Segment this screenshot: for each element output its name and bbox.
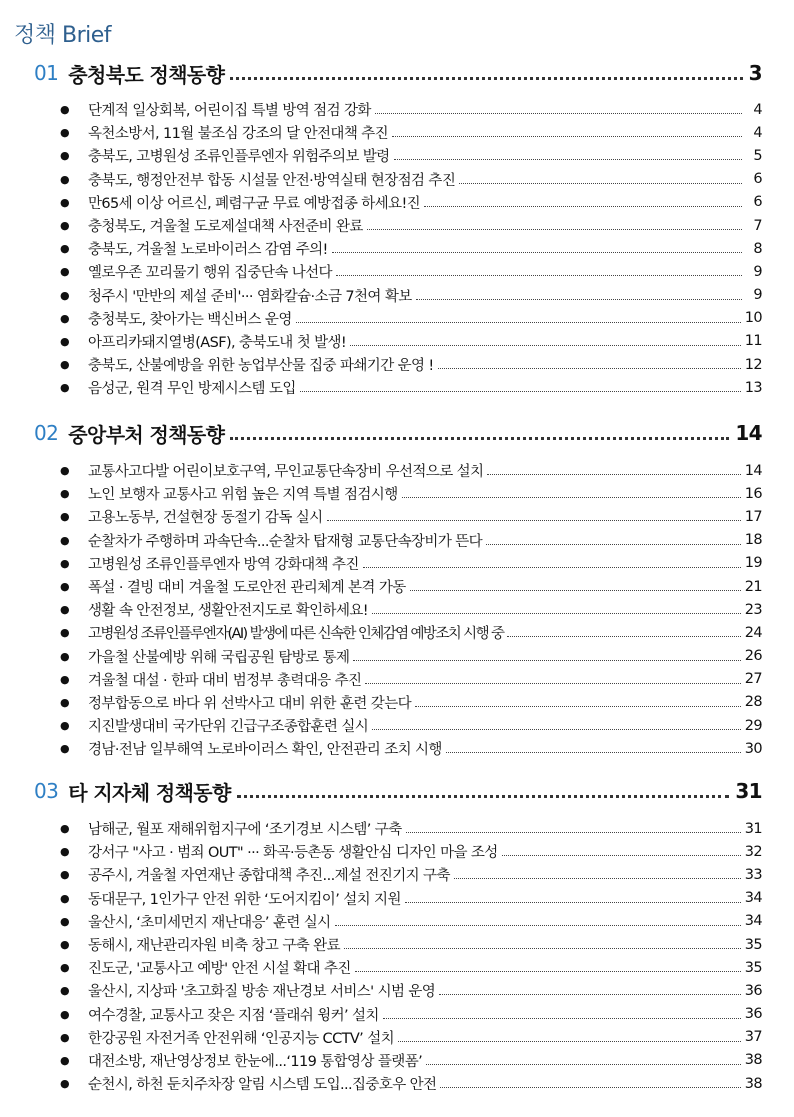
entry-title: 울산시, ‘초미세먼지 재난대응’ 훈련 실시 [88, 914, 331, 931]
entry-title: 고병원성 조류인플루엔자 방역 강화대책 추진 [88, 556, 359, 573]
entry-page-number: 10 [744, 310, 762, 327]
entry-title: 음성군, 원격 무인 방제시스템 도입 [88, 381, 296, 398]
entry-title: 고용노동부, 건설현장 동절기 감독 실시 [88, 510, 323, 527]
entry-page-number: 14 [744, 462, 762, 479]
toc-entry[interactable] [58, 482, 762, 505]
entry-page-number: 6 [753, 194, 762, 211]
toc-entry[interactable] [58, 237, 762, 260]
dot-leader [383, 1018, 741, 1019]
entry-page-number: 4 [753, 124, 762, 141]
bullet-icon: ● [60, 719, 69, 733]
entry-title: 옐로우존 꼬리물기 행위 집중단속 나선다 [88, 265, 332, 282]
dot-leader [486, 544, 741, 545]
bullet-icon: ● [60, 626, 69, 640]
entry-page-number: 6 [753, 171, 762, 188]
bullet-icon: ● [60, 984, 69, 998]
entry-page-number: 9 [753, 287, 762, 304]
entry-title: 교통사고다발 어린이보호구역, 무인교통단속장비 우선적으로 설치 [88, 464, 484, 481]
entry-title: 남해군, 월포 재해위험지구에 ‘조기경보 시스템’ 구축 [88, 822, 402, 839]
section-number: 01 [34, 61, 59, 85]
toc-entry[interactable] [58, 459, 762, 482]
entry-page-number: 36 [744, 1006, 762, 1023]
entry-title: 가을철 산불예방 위해 국립공원 탐방로 통제 [88, 649, 350, 666]
section-item-list [58, 98, 762, 399]
entry-title: 진도군, '교통사고 예방' 안전 시설 확대 추진 [88, 961, 351, 978]
entry-title: 정부합동으로 바다 위 선박사고 대비 위한 훈련 갖는다 [88, 695, 412, 712]
dot-leader [372, 613, 741, 614]
bullet-icon: ● [60, 334, 69, 348]
section-page-number: 31 [735, 779, 762, 803]
bullet-icon: ● [60, 1030, 69, 1044]
toc-entry[interactable] [58, 714, 762, 737]
bullet-icon: ● [60, 172, 69, 186]
entry-title: 강서구 "사고 · 범죄 OUT" ··· 화곡·등촌동 생활안심 디자인 마을 조성 [88, 845, 498, 862]
toc-entry[interactable] [58, 863, 762, 886]
toc-entry[interactable] [58, 737, 762, 760]
toc-entry[interactable] [58, 887, 762, 910]
section-title: 충청북도 정책동향 [68, 62, 225, 87]
entry-page-number: 4 [753, 101, 762, 118]
entry-page-number: 35 [744, 936, 762, 953]
dot-leader [446, 752, 741, 753]
entry-title: 겨울철 대설 · 한파 대비 범정부 총력대응 추진 [88, 672, 362, 689]
entry-page-number: 36 [744, 982, 762, 999]
toc-entry[interactable] [58, 552, 762, 575]
dot-leader [398, 1041, 741, 1042]
dot-leader [300, 391, 741, 392]
entry-title: 충청북도, 겨울철 도로제설대책 사전준비 완료 [88, 219, 363, 236]
entry-title: 순천시, 하천 둔치주차장 알림 시스템 도입...집중호우 안전 [88, 1077, 437, 1094]
entry-title: 만65세 이상 어르신, 폐렴구균 무료 예방접종 하세요!진 [88, 195, 421, 212]
entry-title: 충북도, 겨울철 노로바이러스 감염 주의! [88, 242, 328, 259]
dot-leader [336, 275, 742, 276]
entry-page-number: 16 [744, 485, 762, 502]
bullet-icon: ● [60, 845, 69, 859]
bullet-icon: ● [60, 533, 69, 547]
bullet-icon: ● [60, 311, 69, 325]
bullet-icon: ● [60, 822, 69, 836]
toc-entry[interactable] [58, 307, 762, 330]
dot-leader [394, 159, 742, 160]
dot-leader [426, 1064, 741, 1065]
dot-leader [296, 322, 741, 323]
section-title: 중앙부처 정책동향 [68, 422, 225, 447]
bullet-icon: ● [60, 891, 69, 905]
toc-entry[interactable] [58, 575, 762, 598]
dot-leader [405, 902, 741, 903]
entry-page-number: 9 [753, 263, 762, 280]
entry-page-number: 31 [744, 820, 762, 837]
entry-title: 단계적 일상회복, 어린이집 특별 방역 점검 강화 [88, 103, 371, 120]
entry-title: 여수경찰, 교통사고 잦은 지점 ‘플래쉬 윙커’ 설치 [88, 1007, 379, 1024]
entry-title: 동해시, 재난관리자원 비축 창고 구축 완료 [88, 938, 340, 955]
entry-page-number: 38 [744, 1052, 762, 1069]
dot-leader [335, 925, 741, 926]
section-page-number: 3 [748, 61, 762, 85]
entry-page-number: 37 [744, 1029, 762, 1046]
toc-entry[interactable] [58, 353, 762, 376]
section-header-03[interactable] [34, 776, 762, 806]
bullet-icon: ● [60, 649, 69, 663]
entry-page-number: 23 [744, 601, 762, 618]
dot-leader [424, 206, 742, 207]
entry-page-number: 5 [753, 147, 762, 164]
entry-title: 대전소방, 재난영상정보 한눈에...‘119 통합영상 플랫폼’ [88, 1053, 423, 1070]
bullet-icon: ● [60, 961, 69, 975]
entry-title: 한강공원 자전거족 안전위해 ‘인공지능 CCTV’ 설치 [88, 1030, 395, 1047]
document-title: 정책 Brief [14, 23, 112, 48]
entry-page-number: 26 [744, 648, 762, 665]
entry-title: 충북도, 행정안전부 합동 시설물 안전·방역실태 현장점검 추진 [88, 172, 456, 189]
dot-leader [230, 437, 729, 440]
dot-leader [392, 136, 742, 137]
bullet-icon: ● [60, 510, 69, 524]
entry-page-number: 19 [744, 555, 762, 572]
dot-leader [375, 113, 742, 114]
bullet-icon: ● [60, 195, 69, 209]
toc-entry[interactable] [58, 529, 762, 552]
toc-entry[interactable] [58, 910, 762, 933]
toc-entry[interactable] [58, 1026, 762, 1049]
entry-page-number: 34 [744, 913, 762, 930]
bullet-icon: ● [60, 149, 69, 163]
toc-entry[interactable] [58, 621, 762, 644]
entry-page-number: 17 [744, 508, 762, 525]
toc-entry[interactable] [58, 144, 762, 167]
entry-page-number: 29 [744, 717, 762, 734]
entry-title: 청주시 '만반의 제설 준비'··· 염화칼슘·소금 7천여 확보 [88, 288, 412, 305]
toc-entry[interactable] [58, 979, 762, 1002]
entry-title: 노인 보행자 교통사고 위험 높은 지역 특별 점검시행 [88, 487, 398, 504]
toc-entry[interactable] [58, 284, 762, 307]
dot-leader [367, 229, 742, 230]
entry-title: 충청북도, 찾아가는 백신버스 운영 [88, 311, 292, 328]
toc-entry[interactable] [58, 168, 762, 191]
bullet-icon: ● [60, 938, 69, 952]
entry-page-number: 30 [744, 740, 762, 757]
bullet-icon: ● [60, 103, 69, 117]
bullet-icon: ● [60, 695, 69, 709]
entry-page-number: 32 [744, 843, 762, 860]
entry-title: 충북도, 고병원성 조류인플루엔자 위험주의보 발령 [88, 149, 390, 166]
bullet-icon: ● [60, 580, 69, 594]
toc-entry[interactable] [58, 1049, 762, 1072]
entry-title: 공주시, 겨울철 자연재난 종합대책 추진...제설 전진기지 구축 [88, 868, 450, 885]
section-header-01[interactable] [34, 58, 762, 88]
toc-entry[interactable] [58, 817, 762, 840]
dot-leader [406, 832, 741, 833]
bullet-icon: ● [60, 358, 69, 372]
section-number: 02 [34, 421, 59, 445]
entry-title: 생활 속 안전정보, 생활안전지도로 확인하세요! [88, 603, 368, 620]
dot-leader [415, 706, 741, 707]
bullet-icon: ● [60, 742, 69, 756]
dot-leader [487, 474, 740, 475]
entry-title: 지진발생대비 국가단위 긴급구조종합훈련 실시 [88, 719, 369, 736]
section-page-number: 14 [735, 421, 762, 445]
entry-title: 충북도, 산불예방을 위한 농업부산물 집중 파쇄기간 운영 ! [88, 358, 434, 375]
dot-leader [350, 345, 741, 346]
toc-entry[interactable] [58, 376, 762, 399]
dot-leader [502, 855, 741, 856]
entry-title: 아프리카돼지열병(ASF), 충북도내 첫 발생! [88, 334, 347, 351]
bullet-icon: ● [60, 1077, 69, 1091]
entry-page-number: 27 [744, 671, 762, 688]
bullet-icon: ● [60, 868, 69, 882]
entry-page-number: 12 [744, 356, 762, 373]
entry-title: 고병원성 조류인플루엔자(AI) 발생에 따른 신속한 인체감염 예방조치 시행 중 [88, 626, 504, 643]
dot-leader [365, 683, 740, 684]
entry-page-number: 13 [744, 379, 762, 396]
bullet-icon: ● [60, 556, 69, 570]
bullet-icon: ● [60, 381, 69, 395]
toc-entry[interactable] [58, 840, 762, 863]
dot-leader [416, 299, 742, 300]
dot-leader [237, 795, 730, 798]
entry-page-number: 21 [744, 578, 762, 595]
entry-page-number: 34 [744, 890, 762, 907]
toc-entry[interactable] [58, 98, 762, 121]
toc-entry[interactable] [58, 668, 762, 691]
dot-leader [355, 971, 741, 972]
bullet-icon: ● [60, 288, 69, 302]
entry-title: 경남·전남 일부해역 노로바이러스 확인, 안전관리 조치 시행 [88, 742, 442, 759]
entry-title: 울산시, 지상파 '초고화질 방송 재난경보 서비스' 시범 운영 [88, 984, 436, 1001]
dot-leader [459, 183, 742, 184]
entry-title: 순찰차가 주행하며 과속단속...순찰차 탑재형 교통단속장비가 뜬다 [88, 533, 483, 550]
dot-leader [507, 636, 740, 637]
entry-page-number: 8 [753, 240, 762, 257]
toc-entry[interactable] [58, 214, 762, 237]
dot-leader [353, 660, 740, 661]
toc-entry[interactable] [58, 1003, 762, 1026]
section-header-02[interactable] [34, 418, 762, 448]
entry-title: 옥천소방서, 11월 불조심 강조의 달 안전대책 추진 [88, 126, 389, 143]
entry-page-number: 24 [744, 624, 762, 641]
toc-entry[interactable] [58, 121, 762, 144]
bullet-icon: ● [60, 242, 69, 256]
toc-entry[interactable] [58, 645, 762, 668]
dot-leader [332, 252, 742, 253]
dot-leader [438, 368, 741, 369]
dot-leader [327, 520, 741, 521]
dot-leader [440, 1087, 740, 1088]
dot-leader [363, 567, 741, 568]
bullet-icon: ● [60, 265, 69, 279]
dot-leader [230, 77, 742, 80]
bullet-icon: ● [60, 914, 69, 928]
toc-entry[interactable] [58, 598, 762, 621]
entry-page-number: 28 [744, 694, 762, 711]
bullet-icon: ● [60, 672, 69, 686]
bullet-icon: ● [60, 603, 69, 617]
toc-entry[interactable] [58, 260, 762, 283]
dot-leader [402, 497, 741, 498]
toc-entry[interactable] [58, 933, 762, 956]
entry-page-number: 7 [753, 217, 762, 234]
section-item-list [58, 817, 762, 1095]
toc-entry[interactable] [58, 505, 762, 528]
bullet-icon: ● [60, 219, 69, 233]
entry-page-number: 35 [744, 959, 762, 976]
entry-page-number: 11 [744, 333, 762, 350]
entry-page-number: 33 [744, 866, 762, 883]
dot-leader [372, 729, 741, 730]
section-item-list [58, 459, 762, 760]
bullet-icon: ● [60, 126, 69, 140]
toc-entry[interactable] [58, 691, 762, 714]
entry-page-number: 18 [744, 532, 762, 549]
section-number: 03 [34, 779, 59, 803]
entry-title: 동대문구, 1인가구 안전 위한 ‘도어지킴이’ 설치 지원 [88, 891, 401, 908]
section-title: 타 지자체 정책동향 [68, 780, 231, 805]
bullet-icon: ● [60, 464, 69, 478]
toc-entry[interactable] [58, 191, 762, 214]
toc-entry[interactable] [58, 330, 762, 353]
entry-title: 폭설 · 결빙 대비 겨울철 도로안전 관리체계 본격 가동 [88, 580, 406, 597]
bullet-icon: ● [60, 1053, 69, 1067]
entry-page-number: 38 [744, 1075, 762, 1092]
dot-leader [439, 994, 741, 995]
bullet-icon: ● [60, 1007, 69, 1021]
toc-entry[interactable] [58, 1072, 762, 1095]
dot-leader [410, 590, 741, 591]
dot-leader [344, 948, 741, 949]
dot-leader [454, 878, 741, 879]
toc-entry[interactable] [58, 956, 762, 979]
bullet-icon: ● [60, 487, 69, 501]
